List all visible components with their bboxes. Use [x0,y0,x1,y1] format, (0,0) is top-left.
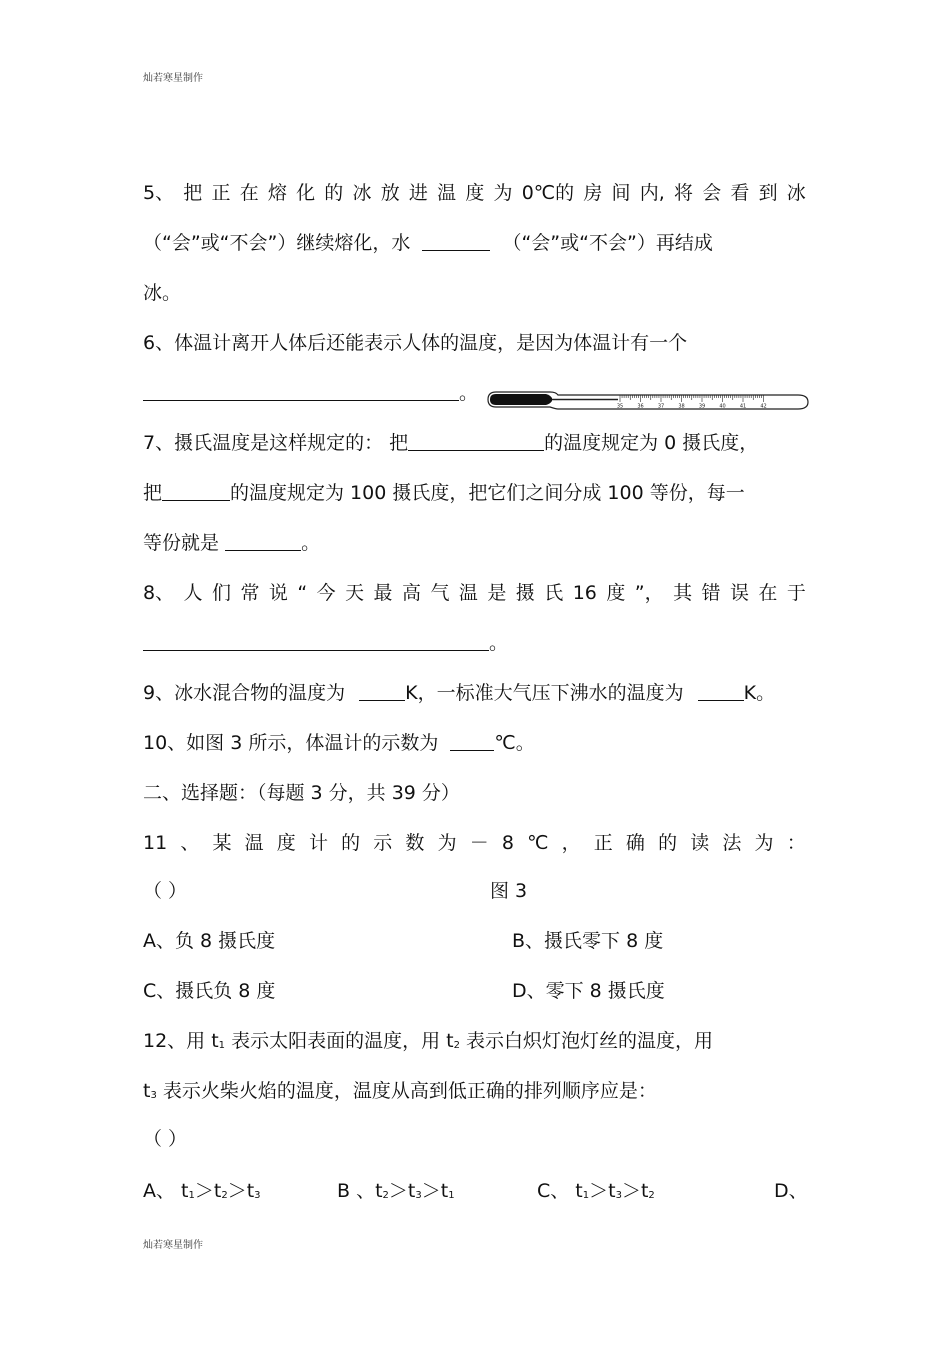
subscript: 3 [254,1190,261,1201]
question-10 [143,732,535,754]
question-5-char: 为 [493,182,513,204]
question-12-paren: （ ） [143,1128,188,1150]
question-5-char: 会 [702,182,722,204]
scale-label: 40 [719,403,726,410]
question-12-line-1 [143,1030,713,1057]
period: 。 [301,532,321,554]
question-11-char: 计 [308,832,328,854]
question-9 [143,682,775,704]
question-8-char: 最 [373,582,393,604]
question-8-line-1 [143,582,806,604]
period: 。 [459,382,479,404]
question-7-text-b: 的温度规定为 0 摄氏度， [544,432,759,454]
question-11-char: ： [786,832,806,854]
option-text: B 、t [337,1180,383,1202]
option-a: A、负 8 摄氏度 [143,930,276,952]
question-8-char: 在 [758,582,778,604]
question-5-char: 度 [465,182,485,204]
question-11-char: ， [561,832,581,854]
question-7-line-3 [143,532,320,554]
subscript: 1 [582,1190,590,1201]
page-footer: 灿若寒星制作 [143,1240,203,1251]
question-11-char: 读 [690,832,710,854]
scale-label: 41 [739,403,747,410]
option-text: A、 t [143,1180,189,1202]
answer-blank [698,682,744,701]
question-11-char: 的 [341,832,361,854]
question-7-text-e: 等份就是 [143,532,220,554]
question-11-char: 11 [143,832,168,854]
subscript: 3 [150,1090,157,1101]
q12-option-a [143,1180,261,1207]
question-8-char: ”， [634,582,664,604]
question-8-char: 是 [487,582,507,604]
subscript: 1 [218,1040,226,1051]
answer-blank [143,382,459,401]
question-11-char: 正 [593,832,613,854]
subscript: 1 [188,1190,195,1201]
question-8-char: 误 [729,582,749,604]
scale-label: 36 [637,403,644,410]
period: 。 [489,632,509,654]
question-11-char: 、 [180,832,200,854]
question-6-line-2 [143,382,478,404]
question-5-char: 间 [611,182,631,204]
answer-blank [408,432,544,451]
question-8-char: 人 [183,582,203,604]
question-5-char: 将 [673,182,693,204]
question-5-char: 看 [730,182,750,204]
option-c: C、摄氏负 8 度 [143,980,276,1002]
question-11-char: － [469,832,489,854]
question-8-char: 氏 [544,582,564,604]
question-12-line-2 [143,1080,657,1107]
question-5-line-2 [143,232,713,254]
question-8-char: 天 [345,582,365,604]
question-5-char: 5、 [143,182,175,204]
question-8-char: 说 [268,582,288,604]
subscript: 2 [221,1190,228,1201]
scale-label: 39 [698,403,706,410]
question-7-text-c: 把 [143,482,163,504]
question-8-char: 度 [606,582,626,604]
option-b: B、摄氏零下 8 度 [512,930,664,952]
question-11-char: ℃ [527,832,549,854]
question-9-text-b: K，一标准大气压下沸水的温度为 [405,682,684,704]
question-5-text-b: （“会”或“不会”）再结成 [502,232,713,254]
question-6-line-1: 6、体温计离开人体后还能表示人体的温度，是因为体温计有一个 [143,332,688,354]
question-10-text-a: 10、如图 3 所示，体温计的示数为 [143,732,439,754]
scale-label: 35 [616,403,624,410]
question-5-text-a: （“会”或“不会”）继续熔化，水 [143,232,411,254]
subscript: 3 [615,1190,622,1201]
question-11-paren: （ ） [143,880,188,902]
question-5-char: 把 [183,182,203,204]
question-11-char: 示 [373,832,393,854]
question-7-text-a: 7、摄氏温度是这样规定的： 把 [143,432,409,454]
question-5-line-3: 冰。 [143,282,182,304]
question-8-char: 错 [701,582,721,604]
option-text: ＞t [589,1180,616,1202]
question-8-line-2 [143,632,508,654]
question-10-text-b: ℃。 [494,732,535,754]
option-text: C、 t [537,1180,583,1202]
question-9-text-c: K。 [743,682,776,704]
answer-blank [359,682,405,701]
question-5-line-1 [143,182,806,204]
answer-blank [450,732,494,751]
scale-label: 42 [760,403,767,410]
question-5-char: 冰 [786,182,806,204]
question-11-line-1 [143,832,806,854]
question-11-char: 的 [658,832,678,854]
question-11-char: 度 [276,832,296,854]
question-8-char: 常 [240,582,260,604]
subscript: 2 [453,1040,460,1051]
question-5-char: 正 [211,182,231,204]
question-5-char: 在 [239,182,259,204]
option-text: ＞t [227,1180,255,1202]
q12-text: 12、用 t [143,1030,219,1052]
option-text: ＞t [621,1180,649,1202]
question-11-char: 为 [754,832,774,854]
question-8-char: 气 [430,582,450,604]
section-2-heading: 二、选择题：（每题 3 分，共 39 分） [143,782,460,804]
question-8-char: 其 [673,582,693,604]
question-8-char: 温 [458,582,478,604]
q12-option-b [337,1180,455,1207]
q12-text: 表示白炽灯泡灯丝的温度，用 [459,1030,713,1052]
answer-blank [162,482,230,501]
question-11-char: 法 [722,832,742,854]
q12-text: 表示火柴火焰的温度，温度从高到低正确的排列顺序应是： [156,1080,657,1102]
question-8-char: 今 [316,582,336,604]
question-8-char: “ [297,582,308,604]
question-8-char: 高 [401,582,421,604]
question-8-char: 于 [786,582,806,604]
question-7-line-1 [143,432,758,454]
figure-3-label: 图 3 [490,880,528,902]
question-8-char: 8、 [143,582,175,604]
subscript: 1 [448,1190,455,1201]
question-5-char: 冰 [352,182,372,204]
question-8-char: 们 [211,582,231,604]
option-text: ＞t [421,1180,449,1202]
question-5-char: 化 [296,182,316,204]
answer-blank [143,632,489,651]
q12-option-c [537,1180,655,1207]
subscript: 2 [382,1190,389,1201]
question-5-char: 房 [583,182,603,204]
question-7-text-d: 的温度规定为 100 摄氏度，把它们之间分成 100 等份，每一 [230,482,745,504]
answer-blank [225,532,301,551]
subscript: 3 [415,1190,422,1201]
option-text: ＞t [194,1180,222,1202]
answer-blank [422,232,490,251]
option-text: ＞t [388,1180,416,1202]
question-11-char: 确 [625,832,645,854]
question-5-char: 到 [758,182,778,204]
question-11-char: 数 [405,832,425,854]
question-5-char: 温 [437,182,457,204]
scale-label: 38 [678,403,685,410]
question-11-char: 某 [212,832,232,854]
question-5-char: 0℃的 [521,182,575,204]
question-11-char: 8 [501,832,514,854]
question-5-char: 熔 [267,182,287,204]
option-d: D、零下 8 摄氏度 [512,980,665,1002]
page-header: 灿若寒星制作 [143,73,203,84]
thermometer-figure [486,386,812,412]
question-5-char: 内, [639,182,665,204]
question-9-text-a: 9、冰水混合物的温度为 [143,682,346,704]
question-11-char: 为 [437,832,457,854]
question-8-char: 16 [572,582,597,604]
q12-option-d: D、 [774,1180,808,1202]
question-8-char: 摄 [515,582,535,604]
question-5-char: 进 [408,182,428,204]
q12-text: 表示太阳表面的温度，用 t [225,1030,454,1052]
question-5-char: 的 [324,182,344,204]
subscript: 2 [648,1190,655,1201]
question-5-char: 放 [380,182,400,204]
scale-label: 37 [657,403,665,410]
q12-text: t [143,1080,151,1102]
question-11-char: 温 [244,832,264,854]
question-7-line-2 [143,482,745,504]
